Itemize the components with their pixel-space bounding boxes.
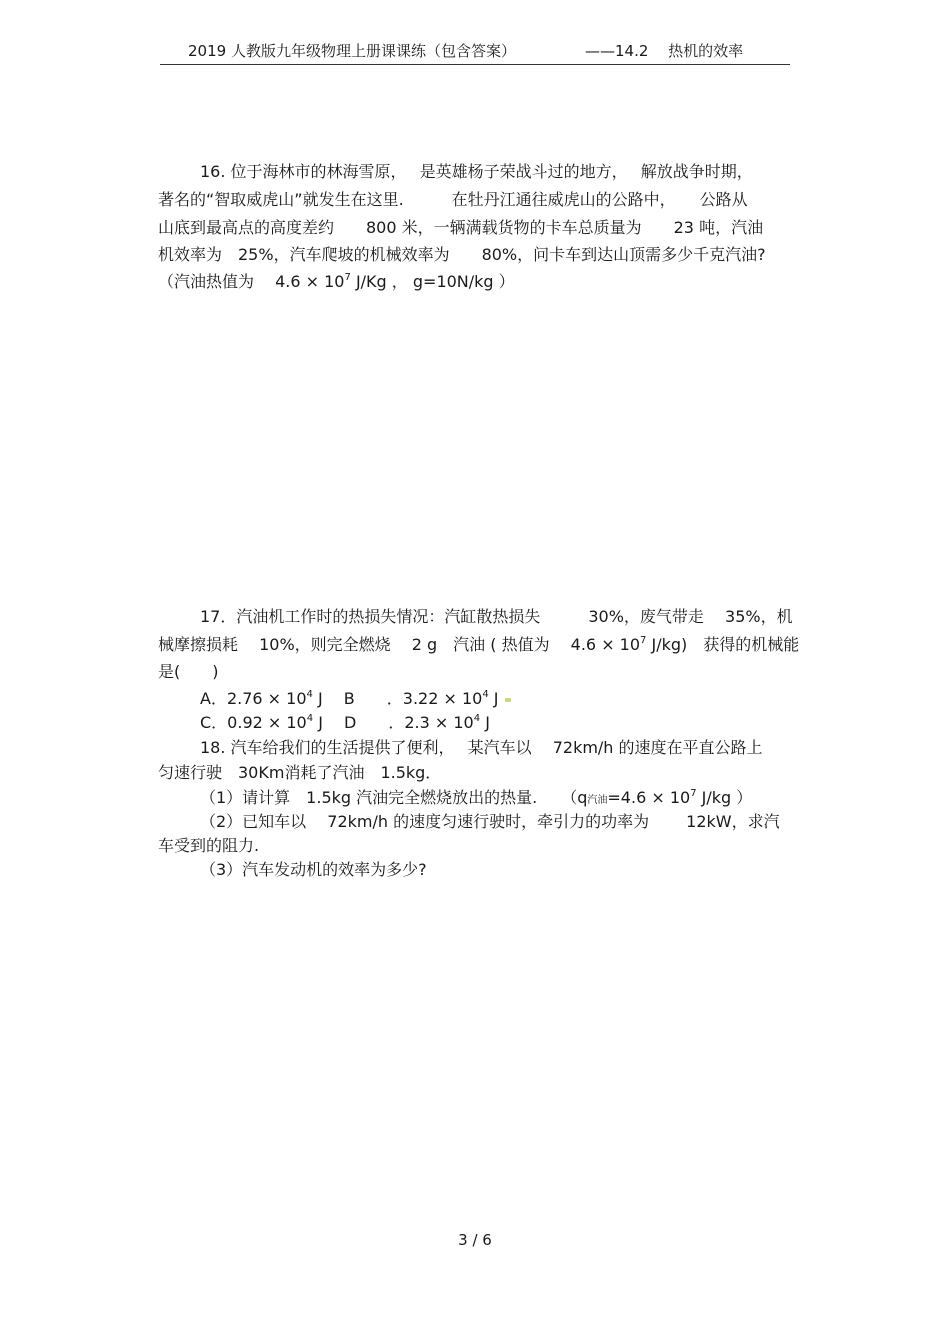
q18-part-2-line-1: （2）已知车以 72km/h 的速度匀速行驶时，牵引力的功率为 12kW，求汽 xyxy=(200,812,780,831)
q16-exponent: 7 xyxy=(344,272,351,283)
q17-line-3: 是( ) xyxy=(158,662,219,681)
q18-heat-value: =4.6 × 10 xyxy=(607,788,691,807)
highlight-mark xyxy=(505,698,511,702)
q16-line-5 xyxy=(158,271,515,293)
option-a: A．2.76 × 10 xyxy=(200,689,307,708)
q17-exponent: 7 xyxy=(640,635,647,646)
q18-part-2-line-2: 车受到的阻力. xyxy=(158,836,260,855)
q17-line-2-pre: 械摩擦损耗 10%，则完全燃烧 2 g 汽油 ( 热值为 4.6 × 10 xyxy=(158,635,641,654)
q17-options-ab xyxy=(200,688,511,710)
q17-line-2-post: J/kg) 获得的机械能 xyxy=(646,635,800,654)
option-a-exponent: 4 xyxy=(306,689,313,700)
option-b-exponent: 4 xyxy=(482,689,489,700)
q16-line-3: 山底到最高点的高度差约 800 米，一辆满载货物的卡车总质量为 23 吨，汽油 xyxy=(158,218,764,237)
q18-line-2: 匀速行驶 30Km消耗了汽油 1.5kg． xyxy=(158,763,442,782)
section-title: ——14.2 热机的效率 xyxy=(585,42,744,60)
q16-line-1: 16. 位于海林市的林海雪原， 是英雄杨子荣战斗过的地方， 解放战争时期， xyxy=(200,162,753,181)
option-d-exponent: 4 xyxy=(473,713,481,724)
q18-part-3: （3）汽车发动机的效率为多少? xyxy=(200,860,427,879)
q18-line-1: 18. 汽车给我们的生活提供了便利， 某汽车以 72km/h 的速度在平直公路上 xyxy=(200,738,763,757)
q18-exponent: 7 xyxy=(690,788,697,799)
q18-part-1-text: （1）请计算 1.5kg 汽油完全燃烧放出的热量. （q xyxy=(200,788,588,807)
q16-heat-value-text: （汽油热值为 4.6 × 10 xyxy=(158,272,345,291)
q16-line-4: 机效率为 25%，汽车爬坡的机械效率为 80%，问卡车到达山顶需多少千克汽油? xyxy=(158,245,766,264)
option-c-exponent: 4 xyxy=(306,713,314,724)
q17-line-2 xyxy=(158,634,799,656)
page-number: 3 / 6 xyxy=(458,1231,492,1249)
option-d: J D ．2.3 × 10 xyxy=(313,713,474,732)
q18-units: J/kg ） xyxy=(696,788,753,807)
q17-line-1: 17．汽油机工作时的热损失情况：汽缸散热损失 30%，废气带走 35%，机 xyxy=(200,607,793,626)
option-c: C．0.92 × 10 xyxy=(200,713,307,732)
q18-part-1 xyxy=(200,787,752,812)
q16-units-text: J/Kg ， g=10N/kg ） xyxy=(350,272,515,291)
q18-gasoline-subscript: 汽油 xyxy=(587,795,608,806)
page-header xyxy=(160,40,790,65)
document-title: 2019 人教版九年级物理上册课课练（包含答案） xyxy=(188,42,516,60)
option-b: J B ．3.22 × 10 xyxy=(312,689,483,708)
option-b-unit: J xyxy=(488,689,499,708)
q16-line-2: 著名的“智取威虎山”就发生在这里. 在牡丹江通往威虎山的公路中， 公路从 xyxy=(158,190,748,209)
option-d-unit: J xyxy=(480,713,490,732)
q17-options-cd xyxy=(200,712,490,734)
